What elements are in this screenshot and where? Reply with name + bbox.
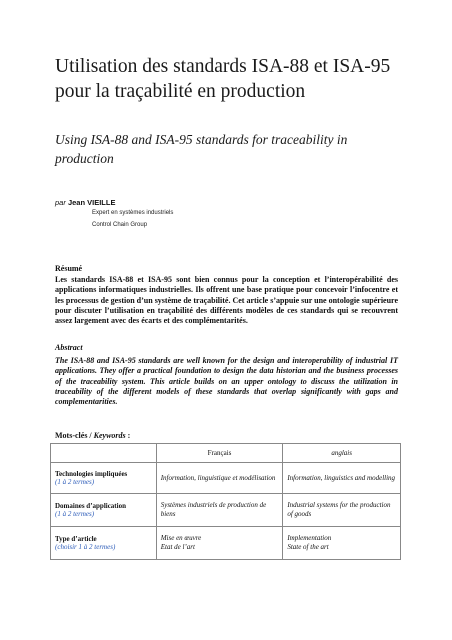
cell-en-text: State of the art (287, 543, 329, 551)
row-hint: (choisir 1 à 2 termes) (55, 543, 116, 551)
author-name: Jean VIEILLE (67, 198, 116, 207)
row-label: Technologies impliquées (55, 470, 128, 478)
table-row (51, 494, 401, 527)
table-row-label-cell (51, 527, 157, 560)
abstract-heading: Abstract (55, 343, 83, 352)
cell-en-text: Implementation (287, 534, 332, 542)
table-header-francais: Français (156, 444, 283, 463)
author-affiliation-2: Control Chain Group (92, 222, 148, 228)
row-label: Type d’article (55, 535, 97, 543)
resume-text: Les standards ISA-88 et ISA-95 sont bien connus pour la conception et l’interopérabilité des applications informatiques industrielles. Ils offrent une base pratique pour concevoir l’infocentre et les processus de gestion d’un système de traçabilité. Cet article s’appuie sur une ontologie supérieure pour discuter l’utilisation en traçabilité des différents modèles de ces standards qui se recouvrent assez largement avec des écarts et des complémentarités. (55, 275, 398, 326)
row-hint: (1 à 2 termes) (55, 510, 95, 518)
table-cell-en (283, 494, 401, 527)
table-header-anglais: anglais (283, 444, 401, 463)
abstract-text: The ISA-88 and ISA-95 standards are well known for the design and interoperability of industrial IT applications. They offer a practical foundation to design the data historian and the business processes of the traceability system. This article builds on an upper ontology to discuss the utilization in traceability of the different models of these standards that overlap significantly with gaps and complementarities. (55, 356, 398, 407)
paper-title: Utilisation des standards ISA-88 et ISA-95 pour la traçabilité en production (55, 56, 391, 102)
table-row (51, 527, 401, 560)
resume-heading: Résumé (55, 264, 83, 273)
table-cell-fr (156, 494, 283, 527)
cell-fr-text: Systèmes industriels de production de biens (160, 501, 267, 518)
cell-fr-text: Mise en œuvre (160, 534, 202, 542)
row-label: Domaines d’application (55, 502, 126, 510)
table-cell-fr (156, 463, 283, 494)
author-prefix: par (55, 198, 66, 207)
keywords-colon: : (125, 431, 131, 440)
cell-en-text: Information, linguistics and modelling (287, 473, 396, 482)
keywords-heading (55, 431, 130, 440)
table-row-label-cell (51, 463, 157, 494)
cell-fr-text: Information, linguistique et modélisation (160, 473, 276, 482)
table-cell-fr (156, 527, 283, 560)
author-affiliation-1: Expert en systèmes industriels (92, 210, 174, 216)
author-line (55, 198, 115, 207)
row-hint: (1 à 2 termes) (55, 478, 95, 486)
keywords-label-fr: Mots-clés / (55, 431, 94, 440)
table-cell-en (283, 463, 401, 494)
cell-fr-text: Etat de l’art (160, 543, 195, 551)
table-row-label-cell (51, 494, 157, 527)
keywords-label-en: Keywords (93, 431, 126, 440)
paper-subtitle: Using ISA-88 and ISA-95 standards for traceability in production (55, 132, 348, 166)
cell-en-text: Industrial systems for the production of goods (287, 501, 391, 518)
table-header-row (51, 444, 401, 463)
table-header-empty (51, 444, 157, 463)
keywords-table (50, 443, 401, 560)
table-cell-en (283, 527, 401, 560)
table-row (51, 463, 401, 494)
